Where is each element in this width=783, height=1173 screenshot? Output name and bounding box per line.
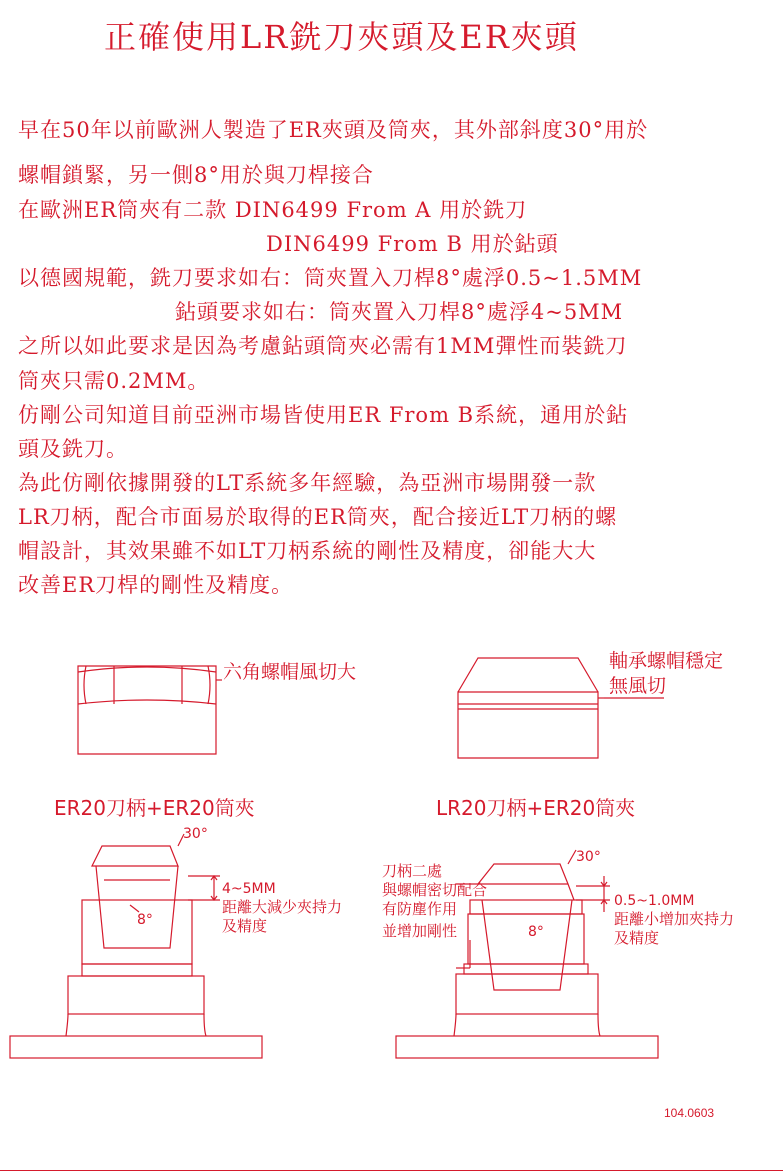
paragraph-line: LR刀柄，配合市面易於取得的ER筒夾，配合接近LT刀柄的螺 [18,505,618,529]
lr-left-note-4: 並增加剛性 [382,922,458,940]
paragraph-line: 之所以如此要求是因為考慮鉆頭筒夾必需有1MM彈性而裝銑刀 [18,334,628,358]
lr-note-1: 距離小增加夾持力 [614,910,735,928]
lr-angle-30: 30° [576,849,601,865]
er-angle-30: 30° [183,826,208,842]
paragraph-line: DIN6499 From B 用於鉆頭 [266,232,559,256]
paragraph-line: 頭及銑刀。 [18,437,128,461]
hex-nut-drawing [78,666,222,754]
lr-angle-8: 8° [528,924,544,940]
bearing-nut-drawing [458,658,667,758]
technical-drawings [0,630,783,1070]
er-holder-drawing [10,834,262,1058]
hex-nut-label: 六角螺帽風切大 [223,661,357,683]
lr-left-note-2: 與螺帽密切配合 [382,881,488,899]
lr-left-note-1: 刀柄二處 [382,862,443,880]
paragraph-line: 筒夾只需0.2MM。 [18,369,210,393]
paragraph-line: 改善ER刀桿的剛性及精度。 [18,573,294,597]
paragraph-line: 帽設計，其效果雖不如LT刀柄系統的剛性及精度，卻能大大 [18,539,597,563]
paragraph-line: 為此仿剛依據開發的LT系統多年經驗，為亞洲市場開發一款 [18,471,597,495]
page-title: 正確使用LR銑刀夾頭及ER夾頭 [104,18,579,56]
er-note-2: 及精度 [222,917,268,935]
er-section-title: ER20刀柄+ER20筒夾 [54,796,255,820]
paragraph-line: 仿剛公司知道目前亞洲市場皆使用ER From B系統，通用於鉆 [18,403,629,427]
bearing-nut-label-2: 無風切 [609,675,667,697]
paragraph-line: 以德國規範，銑刀要求如右：筒夾置入刀桿8°處浮0.5~1.5MM [18,266,643,290]
document-id: 104.0603 [664,1106,715,1120]
lr-left-note-3: 有防塵作用 [382,900,458,918]
lr-dimension: 0.5~1.0MM [614,893,695,909]
paragraph-line: 早在50年以前歐洲人製造了ER夾頭及筒夾，其外部斜度30°用於 [18,118,649,142]
er-dimension: 4~5MM [222,881,276,897]
paragraph-line: 鉆頭要求如右：筒夾置入刀桿8°處浮4~5MM [175,300,624,324]
bearing-nut-label-1: 軸承螺帽穩定 [609,650,724,672]
paragraph-line: 在歐洲ER筒夾有二款 DIN6499 From A 用於銑刀 [18,198,528,222]
er-note-1: 距離大減少夾持力 [222,898,343,916]
er-angle-8: 8° [137,912,153,928]
lr-note-2: 及精度 [614,929,660,947]
bottom-divider [0,1170,783,1171]
lr-section-title: LR20刀柄+ER20筒夾 [436,796,636,820]
paragraph-line: 螺帽鎖緊，另一側8°用於與刀桿接合 [18,163,374,187]
